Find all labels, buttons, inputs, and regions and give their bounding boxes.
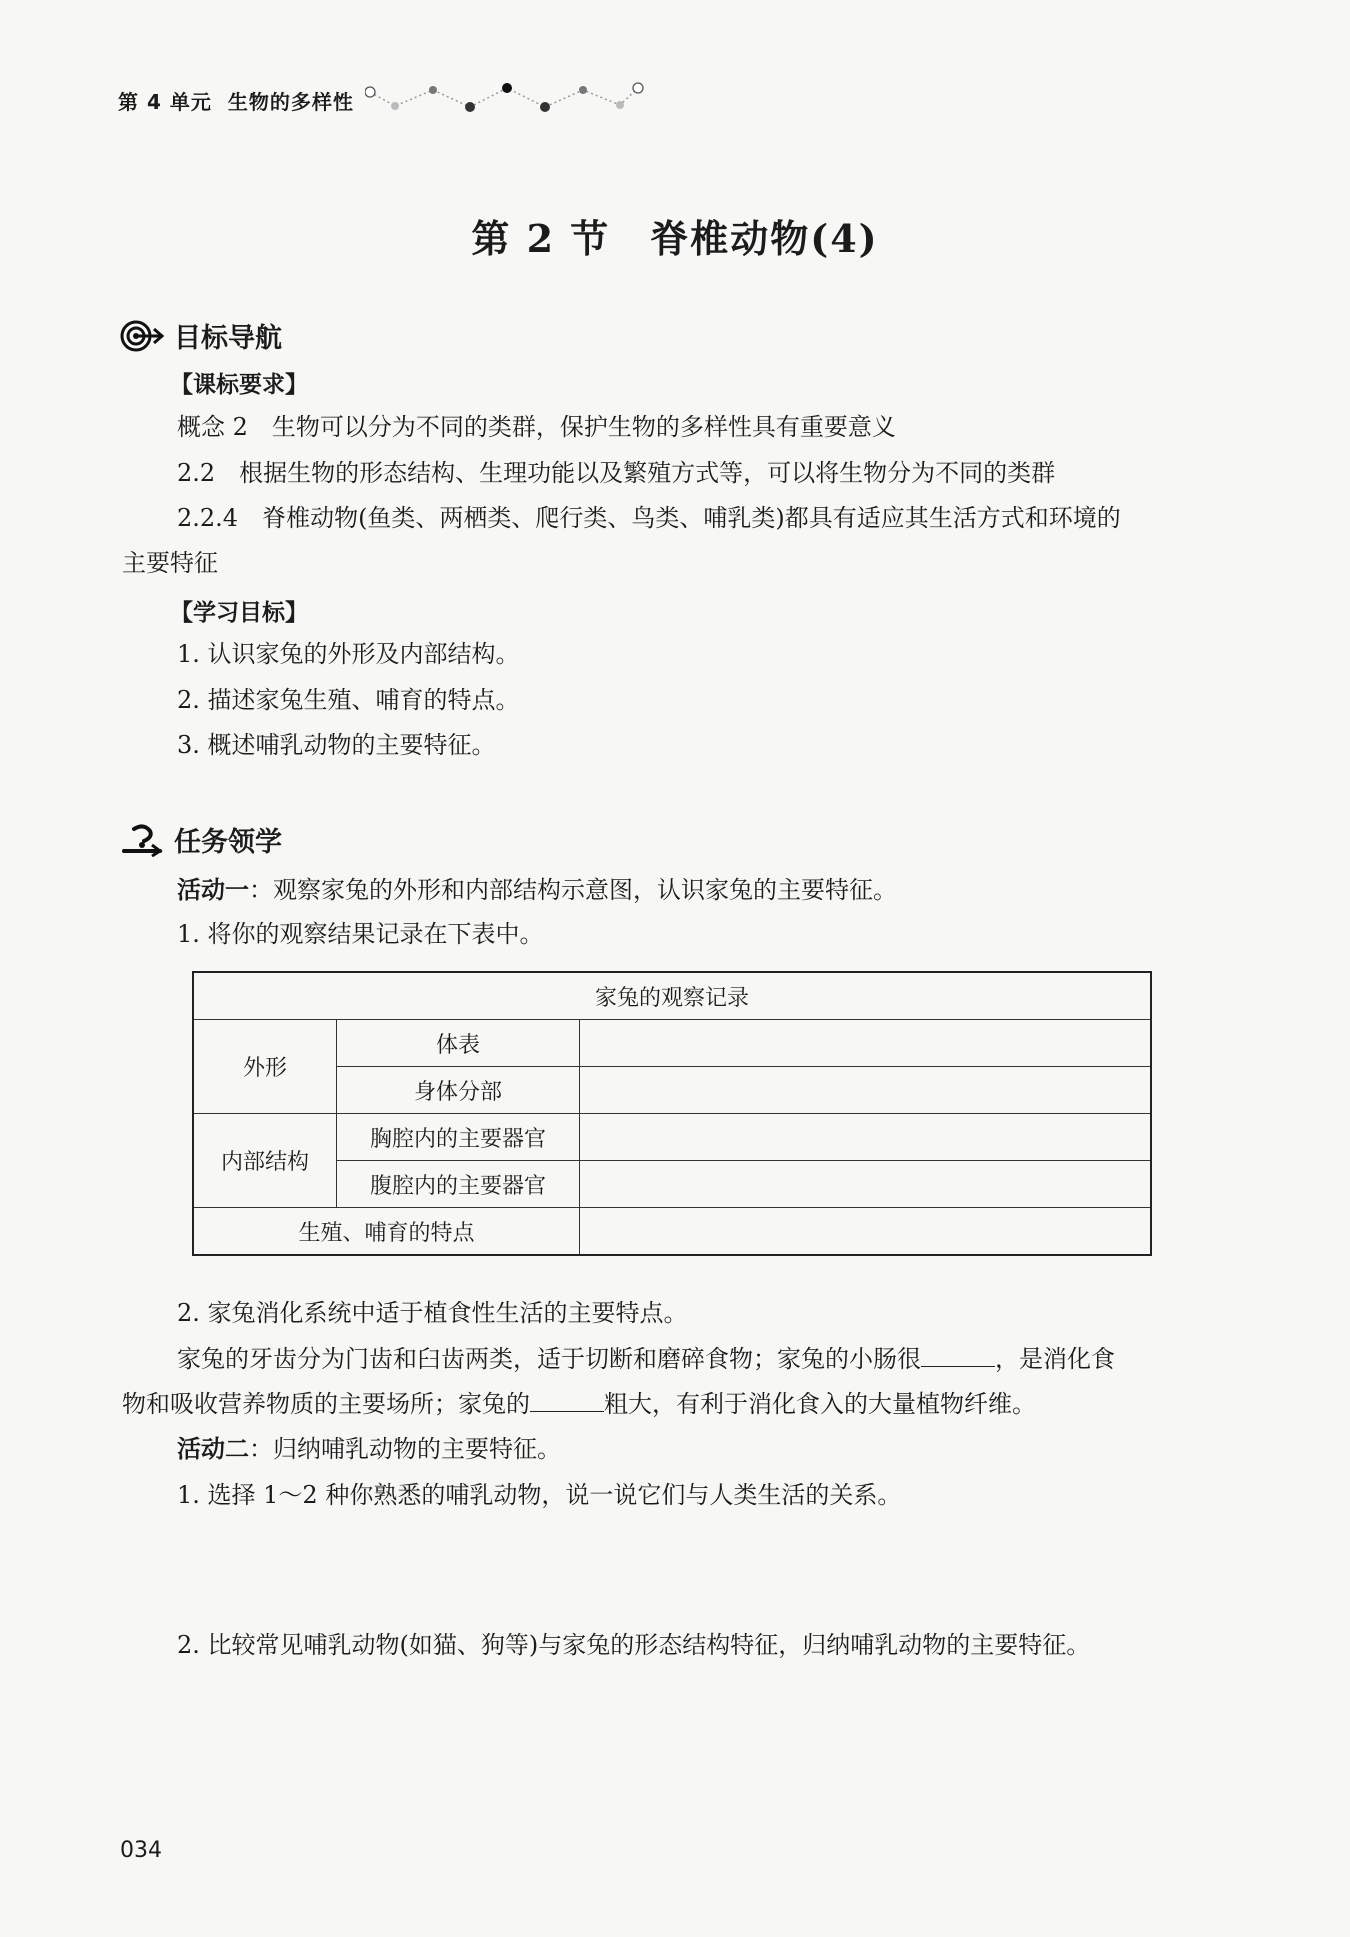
table-row-label: 身体分部 bbox=[337, 1067, 580, 1114]
section-heading-tasks-text: 任务领学 bbox=[174, 827, 282, 858]
activity-one-text: ：观察家兔的外形和内部结构示意图，认识家兔的主要特征。 bbox=[249, 876, 897, 904]
decorative-dots-icon bbox=[365, 82, 645, 116]
section-heading-tasks bbox=[120, 820, 282, 859]
fill-text: 物和吸收营养物质的主要场所；家兔的 bbox=[122, 1390, 530, 1418]
fill-text: 粗大，有利于消化食入的大量植物纤维。 bbox=[604, 1390, 1036, 1418]
task-three: 1. 选择 1～2 种你熟悉的哺乳动物，说一说它们与人类生活的关系。 bbox=[177, 1481, 902, 1509]
guide-person-icon bbox=[120, 823, 166, 857]
table-row-label: 体表 bbox=[337, 1020, 580, 1067]
page-title: 第 2 节 脊椎动物(4) bbox=[471, 216, 879, 261]
task-two: 2. 家兔消化系统中适于植食性生活的主要特点。 bbox=[177, 1299, 688, 1327]
table-row-label: 腹腔内的主要器官 bbox=[337, 1161, 580, 1208]
blank-small-intestine[interactable] bbox=[921, 1344, 995, 1367]
standard-2-2-4: 2.2.4 脊椎动物(鱼类、两栖类、爬行类、鸟类、哺乳类)都具有适应其生活方式和环境的 bbox=[177, 504, 1121, 532]
table-group-internal: 内部结构 bbox=[193, 1114, 337, 1208]
table-row-label: 胸腔内的主要器官 bbox=[337, 1114, 580, 1161]
curriculum-heading: 【课标要求】 bbox=[170, 372, 308, 398]
fill-text: ，是消化食 bbox=[995, 1345, 1115, 1373]
goals-heading: 【学习目标】 bbox=[170, 600, 308, 626]
blank-cecum[interactable] bbox=[530, 1389, 604, 1412]
task-one: 1. 将你的观察结果记录在下表中。 bbox=[177, 920, 544, 948]
goal-item: 3. 概述哺乳动物的主要特征。 bbox=[177, 731, 496, 759]
unit-label: 第 4 单元 bbox=[118, 90, 212, 114]
table-group-external: 外形 bbox=[193, 1020, 337, 1114]
activity-two-text: ：归纳哺乳动物的主要特征。 bbox=[249, 1435, 561, 1463]
target-icon bbox=[120, 319, 166, 353]
fill-text: 家兔的牙齿分为门齿和臼齿两类，适于切断和磨碎食物；家兔的小肠很 bbox=[177, 1345, 921, 1373]
goal-item: 2. 描述家兔生殖、哺育的特点。 bbox=[177, 686, 520, 714]
table-row-label: 生殖、哺育的特点 bbox=[193, 1208, 580, 1256]
fill-paragraph-line-1 bbox=[177, 1343, 1115, 1375]
task-four: 2. 比较常见哺乳动物(如猫、狗等)与家兔的形态结构特征，归纳哺乳动物的主要特征。 bbox=[177, 1631, 1091, 1659]
section-heading-goals-text: 目标导航 bbox=[174, 323, 282, 354]
answer-cell-body-parts[interactable] bbox=[580, 1067, 1152, 1114]
activity-one bbox=[177, 874, 897, 906]
standard-2-2: 2.2 根据生物的形态结构、生理功能以及繁殖方式等，可以将生物分为不同的类群 bbox=[177, 459, 1056, 487]
answer-cell-abdominal[interactable] bbox=[580, 1161, 1152, 1208]
concept-line: 概念 2 生物可以分为不同的类群，保护生物的多样性具有重要意义 bbox=[177, 413, 896, 441]
table-title: 家兔的观察记录 bbox=[193, 972, 1151, 1020]
activity-two bbox=[177, 1433, 561, 1465]
unit-header bbox=[118, 86, 354, 115]
activity-one-label: 活动一 bbox=[177, 876, 249, 904]
answer-cell-thoracic[interactable] bbox=[580, 1114, 1152, 1161]
observation-table bbox=[192, 971, 1152, 1256]
unit-topic: 生物的多样性 bbox=[227, 90, 354, 114]
answer-cell-reproduction[interactable] bbox=[580, 1208, 1152, 1256]
section-heading-goals bbox=[120, 316, 282, 355]
standard-2-2-4-continued: 主要特征 bbox=[122, 549, 218, 577]
answer-cell-surface[interactable] bbox=[580, 1020, 1152, 1067]
activity-two-label: 活动二 bbox=[177, 1435, 249, 1463]
page-number: 034 bbox=[120, 1838, 162, 1863]
fill-paragraph-line-2 bbox=[122, 1388, 1036, 1420]
goal-item: 1. 认识家兔的外形及内部结构。 bbox=[177, 640, 520, 668]
